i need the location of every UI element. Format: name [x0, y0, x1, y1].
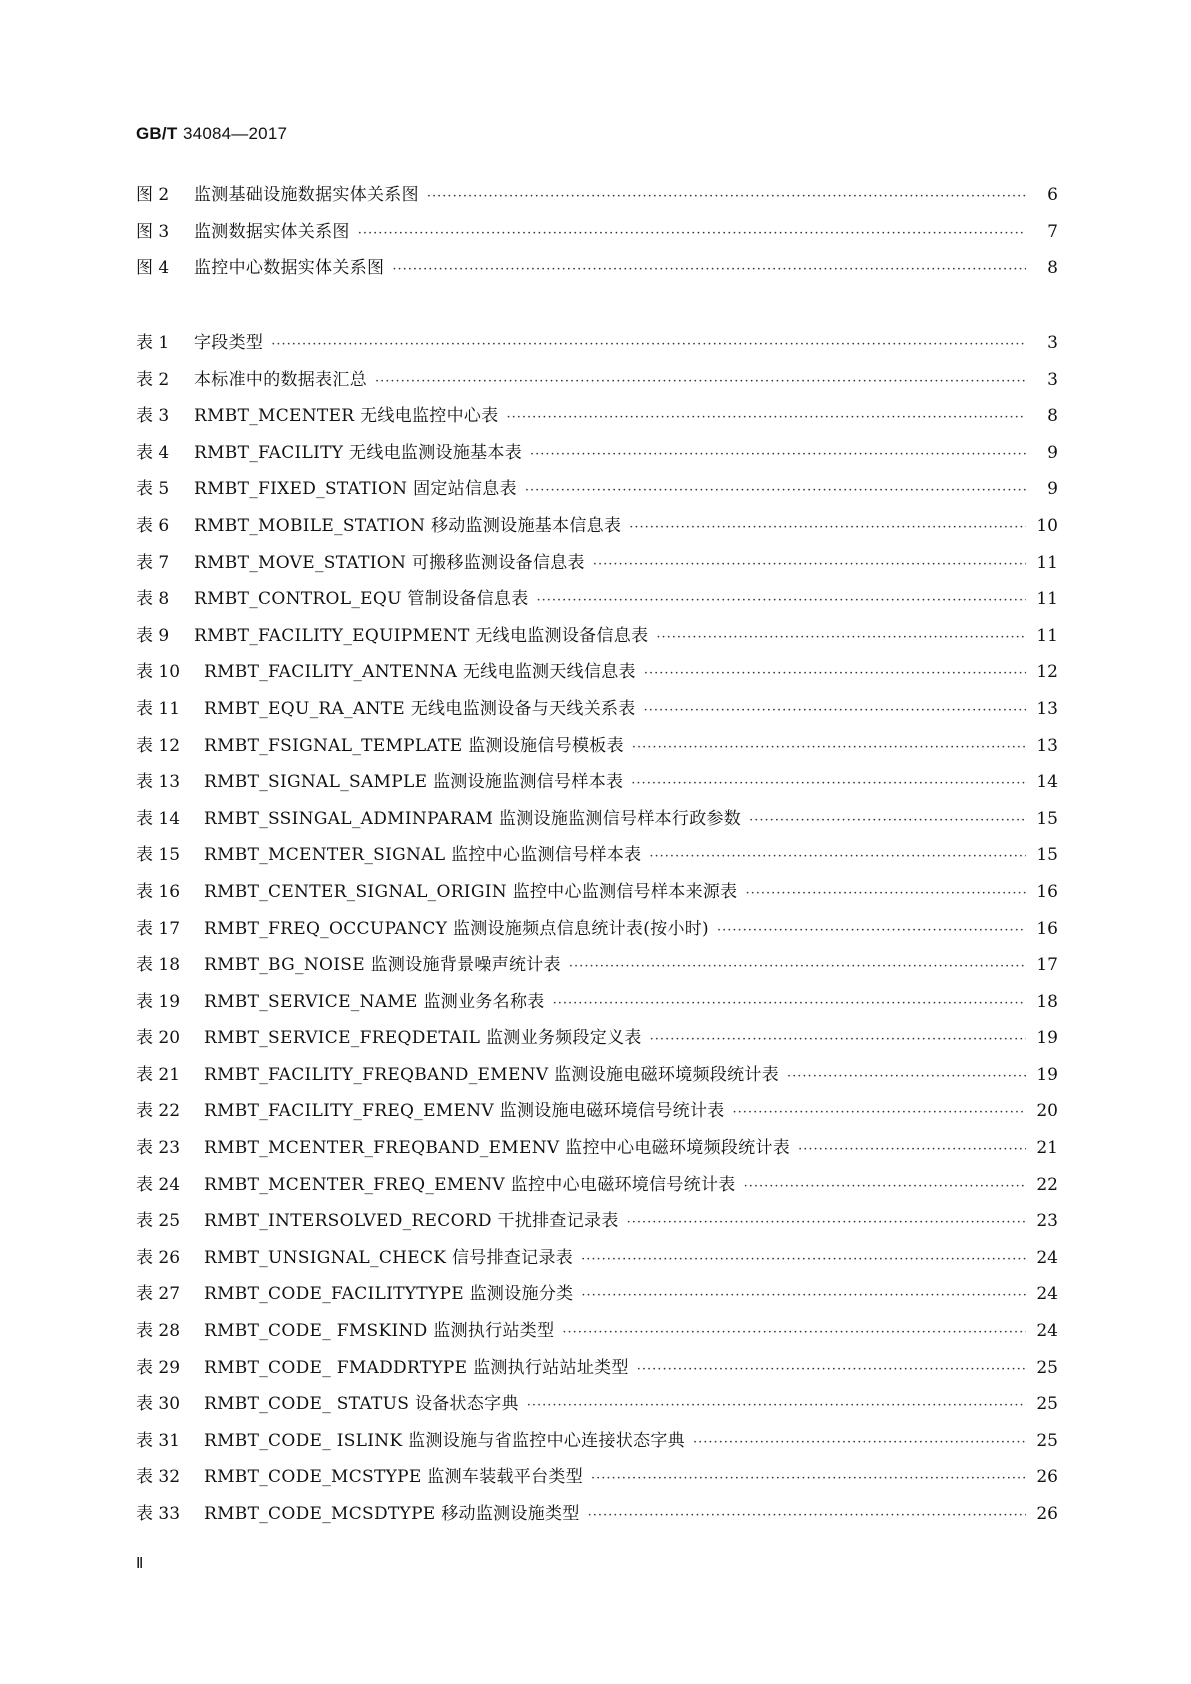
entry-page-number: 10	[1036, 515, 1058, 536]
entry-title: RMBT_CODE_ FMADDRTYPE 监测执行站站址类型	[204, 1357, 629, 1378]
dot-leader	[581, 1252, 1026, 1267]
entry-page-number: 24	[1036, 1247, 1058, 1268]
entry-page-number: 22	[1036, 1174, 1058, 1195]
dot-leader	[588, 1508, 1026, 1523]
entry-page-number: 16	[1036, 918, 1058, 939]
table-entry[interactable]	[136, 401, 1058, 438]
figure-entry[interactable]	[136, 253, 1058, 290]
entry-label: 表 1	[136, 333, 170, 353]
entry-label: 表 32	[136, 1467, 181, 1488]
entry-label: 表 6	[136, 515, 170, 536]
entry-label: 表 7	[136, 552, 170, 573]
entry-title: 字段类型	[194, 333, 264, 353]
entry-title: RMBT_CODE_MCSTYPE 监测车装载平台类型	[204, 1467, 583, 1488]
dot-leader	[746, 886, 1027, 901]
table-entry[interactable]	[136, 877, 1058, 914]
entry-label: 表 18	[136, 955, 181, 976]
entry-title: RMBT_INTERSOLVED_RECORD 干扰排查记录表	[204, 1211, 619, 1232]
entry-page-number: 14	[1036, 772, 1058, 793]
entry-page-number: 11	[1036, 625, 1058, 646]
entry-label: 图 4	[136, 258, 170, 279]
entry-label: 表 14	[136, 808, 181, 829]
table-entry[interactable]	[136, 914, 1058, 951]
dot-leader	[375, 374, 1026, 389]
dot-leader	[358, 226, 1026, 241]
entry-title: 本标准中的数据表汇总	[194, 369, 367, 390]
entry-page-number: 3	[1047, 333, 1058, 353]
entry-title: RMBT_FREQ_OCCUPANCY 监测设施频点信息统计表(按小时)	[204, 918, 709, 939]
entry-page-number: 25	[1036, 1394, 1058, 1415]
entry-title: RMBT_FIXED_STATION 固定站信息表	[194, 479, 517, 500]
table-entry[interactable]	[136, 1462, 1058, 1499]
dot-leader	[427, 189, 1026, 204]
entry-page-number: 19	[1036, 1028, 1058, 1049]
entry-title: RMBT_MCENTER 无线电监控中心表	[194, 406, 499, 427]
entry-label: 表 30	[136, 1394, 181, 1415]
entry-title: RMBT_CODE_ STATUS 设备状态字典	[204, 1394, 519, 1415]
entry-title: RMBT_FACILITY_ANTENNA 无线电监测天线信息表	[204, 662, 636, 683]
entry-label: 表 8	[136, 589, 170, 610]
dot-leader	[525, 483, 1026, 498]
entry-page-number: 26	[1036, 1504, 1058, 1524]
entry-label: 表 22	[136, 1101, 181, 1122]
entry-label: 表 21	[136, 1064, 181, 1085]
entry-title: 监测数据实体关系图	[194, 221, 350, 242]
entry-label: 表 24	[136, 1174, 181, 1195]
dot-leader	[593, 557, 1026, 572]
entry-label: 表 13	[136, 772, 181, 793]
entry-page-number: 19	[1036, 1064, 1058, 1085]
table-entry[interactable]	[136, 694, 1058, 731]
entry-label: 表 4	[136, 442, 170, 463]
entry-label: 表 16	[136, 881, 181, 902]
entry-title: RMBT_CONTROL_EQU 管制设备信息表	[194, 589, 529, 610]
entry-title: RMBT_FACILITY_FREQBAND_EMENV 监测设施电磁环境频段统计表	[204, 1064, 780, 1085]
entry-page-number: 24	[1036, 1321, 1058, 1342]
dot-leader	[717, 923, 1026, 938]
table-entry[interactable]	[136, 1426, 1058, 1463]
table-entry[interactable]	[136, 1023, 1058, 1060]
entry-title: RMBT_SIGNAL_SAMPLE 监测设施监测信号样本表	[204, 772, 624, 793]
dot-leader	[644, 703, 1026, 718]
entry-label: 表 19	[136, 991, 181, 1012]
entry-page-number: 12	[1036, 662, 1058, 683]
entry-label: 表 11	[136, 698, 181, 719]
dot-leader	[537, 593, 1027, 608]
dot-leader	[656, 630, 1026, 645]
table-entry[interactable]	[136, 1170, 1058, 1207]
entry-label: 表 5	[136, 479, 170, 500]
entry-label: 表 12	[136, 735, 181, 756]
dot-leader	[637, 1362, 1026, 1377]
dot-leader	[581, 1288, 1026, 1303]
entry-title: RMBT_UNSIGNAL_CHECK 信号排查记录表	[204, 1247, 574, 1268]
entry-title: RMBT_SERVICE_FREQDETAIL 监测业务频段定义表	[204, 1028, 642, 1049]
entry-page-number: 3	[1047, 369, 1058, 390]
table-entry[interactable]	[136, 657, 1058, 694]
dot-leader	[553, 996, 1026, 1011]
entry-label: 表 2	[136, 369, 170, 390]
entry-label: 表 9	[136, 625, 170, 646]
table-entry[interactable]	[136, 584, 1058, 621]
document-header	[136, 124, 287, 144]
entry-page-number: 8	[1047, 258, 1058, 279]
entry-page-number: 6	[1047, 185, 1058, 205]
table-entry[interactable]	[136, 1060, 1058, 1097]
entry-page-number: 26	[1036, 1467, 1058, 1488]
table-entry[interactable]	[136, 987, 1058, 1024]
entry-page-number: 24	[1036, 1284, 1058, 1305]
table-entry[interactable]	[136, 1353, 1058, 1390]
entry-title: RMBT_CODE_FACILITYTYPE 监测设施分类	[204, 1284, 574, 1305]
entry-label: 表 28	[136, 1321, 181, 1342]
entry-title: RMBT_FSIGNAL_TEMPLATE 监测设施信号模板表	[204, 735, 624, 756]
table-entry[interactable]	[136, 1133, 1058, 1170]
entry-page-number: 21	[1036, 1138, 1058, 1159]
entry-label: 表 29	[136, 1357, 181, 1378]
entry-label: 表 23	[136, 1138, 181, 1159]
table-entry[interactable]	[136, 804, 1058, 841]
table-entry[interactable]	[136, 1279, 1058, 1316]
table-list	[136, 328, 1058, 1536]
table-entry[interactable]	[136, 365, 1058, 402]
table-entry[interactable]	[136, 1206, 1058, 1243]
entry-title: RMBT_FACILITY_EQUIPMENT 无线电监测设备信息表	[194, 625, 649, 646]
dot-leader	[693, 1435, 1026, 1450]
entry-title: RMBT_BG_NOISE 监测设施背景噪声统计表	[204, 955, 561, 976]
entry-title: 监控中心数据实体关系图	[194, 258, 385, 279]
entry-label: 表 26	[136, 1247, 181, 1268]
dot-leader	[749, 813, 1026, 828]
entry-title: RMBT_SERVICE_NAME 监测业务名称表	[204, 991, 545, 1012]
standard-code: GB/T	[136, 124, 178, 143]
entry-label: 图 3	[136, 221, 170, 242]
table-entry[interactable]	[136, 1096, 1058, 1133]
entry-page-number: 13	[1036, 735, 1058, 756]
table-entry[interactable]	[136, 474, 1058, 511]
table-entry[interactable]	[136, 1243, 1058, 1280]
entry-label: 表 3	[136, 406, 170, 427]
table-entry[interactable]	[136, 621, 1058, 658]
entry-page-number: 25	[1036, 1430, 1058, 1451]
dot-leader	[507, 410, 1027, 425]
entry-title: RMBT_CODE_ FMSKIND 监测执行站类型	[204, 1321, 555, 1342]
entry-page-number: 13	[1036, 698, 1058, 719]
entry-title: RMBT_FACILITY 无线电监测设施基本表	[194, 442, 523, 463]
entry-page-number: 11	[1036, 552, 1058, 573]
entry-page-number: 15	[1036, 808, 1058, 829]
entry-label: 表 31	[136, 1430, 181, 1451]
table-entry[interactable]	[136, 767, 1058, 804]
page-number: Ⅱ	[136, 1556, 144, 1572]
dot-leader	[649, 849, 1026, 864]
entry-label: 表 33	[136, 1504, 181, 1524]
dot-leader	[629, 520, 1026, 535]
entry-title: RMBT_MOVE_STATION 可搬移监测设备信息表	[194, 552, 585, 573]
entry-page-number: 15	[1036, 845, 1058, 866]
entry-label: 图 2	[136, 185, 170, 205]
entry-title: RMBT_CENTER_SIGNAL_ORIGIN 监控中心监测信号样本来源表	[204, 881, 738, 902]
dot-leader	[744, 1179, 1026, 1194]
entry-page-number: 9	[1047, 479, 1058, 500]
entry-label: 表 25	[136, 1211, 181, 1232]
table-entry[interactable]	[136, 328, 1058, 365]
dot-leader	[591, 1471, 1026, 1486]
dot-leader	[787, 1069, 1026, 1084]
figure-list	[136, 180, 1058, 290]
entry-title: RMBT_MCENTER_FREQBAND_EMENV 监控中心电磁环境频段统计表	[204, 1138, 791, 1159]
dot-leader	[798, 1142, 1026, 1157]
dot-leader	[527, 1398, 1026, 1413]
dot-leader	[631, 776, 1026, 791]
table-entry[interactable]	[136, 1316, 1058, 1353]
entry-title: RMBT_MCENTER_SIGNAL 监控中心监测信号样本表	[204, 845, 642, 866]
dot-leader	[650, 1032, 1026, 1047]
entry-label: 表 15	[136, 845, 181, 866]
entry-page-number: 9	[1047, 442, 1058, 463]
dot-leader	[627, 1215, 1026, 1230]
standard-number: 34084—2017	[183, 124, 288, 143]
entry-title: RMBT_SSINGAL_ADMINPARAM 监测设施监测信号样本行政参数	[204, 808, 742, 829]
entry-page-number: 25	[1036, 1357, 1058, 1378]
entry-page-number: 18	[1036, 991, 1058, 1012]
entry-title: 监测基础设施数据实体关系图	[194, 185, 419, 205]
entry-page-number: 16	[1036, 881, 1058, 902]
table-entry[interactable]	[136, 731, 1058, 768]
entry-title: RMBT_CODE_ ISLINK 监测设施与省监控中心连接状态字典	[204, 1430, 685, 1451]
entry-title: RMBT_MCENTER_FREQ_EMENV 监控中心电磁环境信号统计表	[204, 1174, 736, 1195]
table-entry[interactable]	[136, 548, 1058, 585]
entry-title: RMBT_CODE_MCSDTYPE 移动监测设施类型	[204, 1504, 580, 1524]
table-entry[interactable]	[136, 438, 1058, 475]
entry-page-number: 20	[1036, 1101, 1058, 1122]
entry-label: 表 27	[136, 1284, 181, 1305]
entry-label: 表 20	[136, 1028, 181, 1049]
entry-label: 表 17	[136, 918, 181, 939]
entry-page-number: 8	[1047, 406, 1058, 427]
dot-leader	[562, 1325, 1026, 1340]
table-entry[interactable]	[136, 840, 1058, 877]
dot-leader	[392, 262, 1026, 277]
table-entry[interactable]	[136, 1389, 1058, 1426]
entry-page-number: 17	[1036, 955, 1058, 976]
entry-title: RMBT_MOBILE_STATION 移动监测设施基本信息表	[194, 515, 622, 536]
entry-title: RMBT_EQU_RA_ANTE 无线电监测设备与天线关系表	[204, 698, 636, 719]
figure-entry[interactable]	[136, 217, 1058, 254]
entry-page-number: 23	[1036, 1211, 1058, 1232]
dot-leader	[644, 666, 1026, 681]
entry-page-number: 7	[1047, 221, 1058, 242]
table-entry[interactable]	[136, 950, 1058, 987]
entry-label: 表 10	[136, 662, 181, 683]
table-entry[interactable]	[136, 1499, 1058, 1536]
entry-title: RMBT_FACILITY_FREQ_EMENV 监测设施电磁环境信号统计表	[204, 1101, 725, 1122]
figure-entry[interactable]	[136, 180, 1058, 217]
dot-leader	[271, 337, 1026, 352]
entry-page-number: 11	[1036, 589, 1058, 610]
dot-leader	[733, 1105, 1026, 1120]
dot-leader	[569, 959, 1026, 974]
dot-leader	[530, 447, 1026, 462]
table-entry[interactable]	[136, 511, 1058, 548]
dot-leader	[632, 740, 1026, 755]
